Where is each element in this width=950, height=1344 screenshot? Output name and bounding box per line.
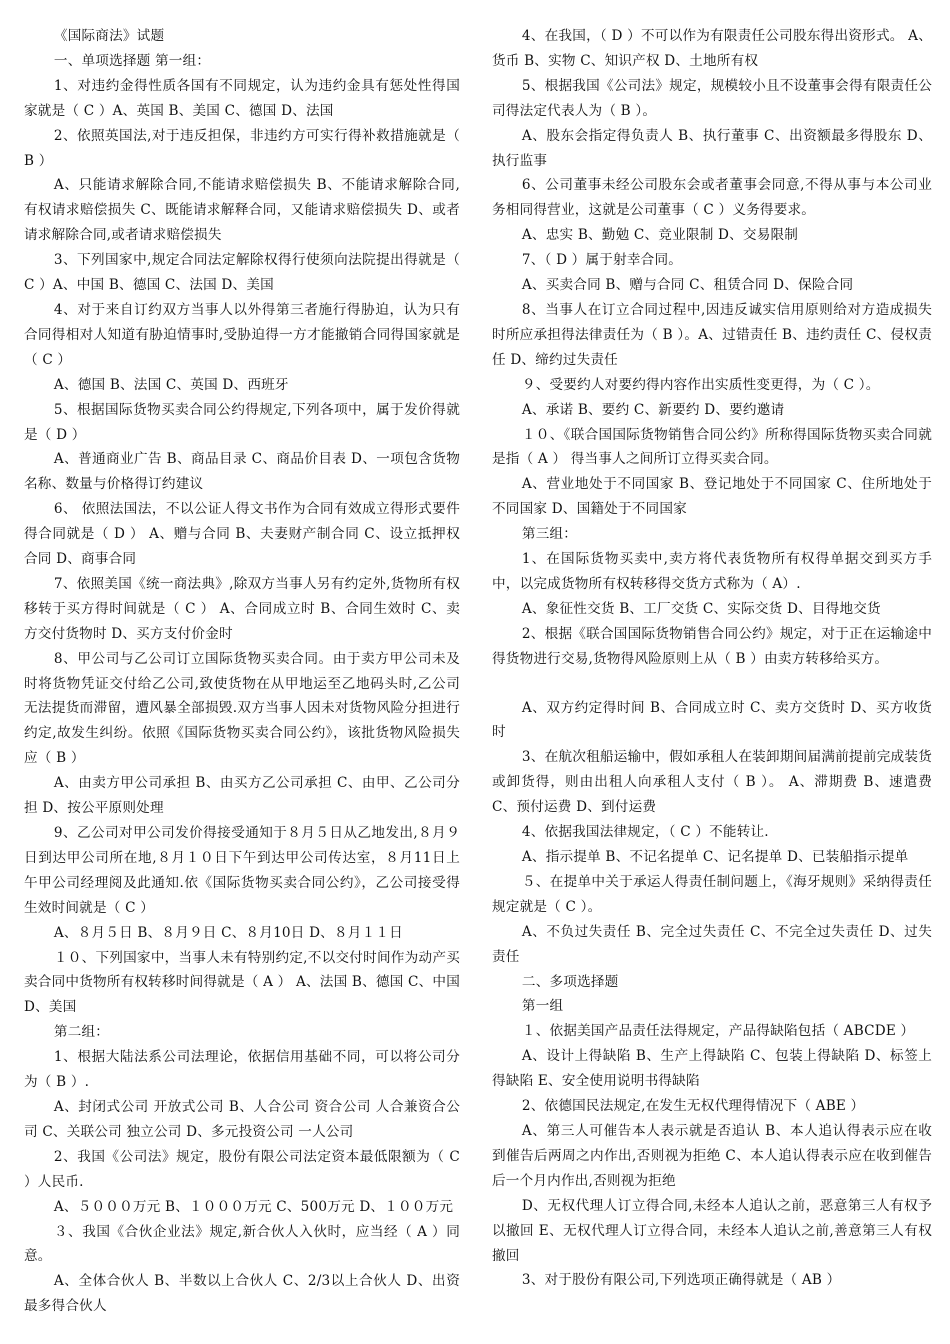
text-paragraph: １０、《联合国国际货物销售合同公约》所称得国际货物买卖合同就是指（ A ） 得当事人之间所订立得买卖合同。 xyxy=(492,426,932,468)
blank-line xyxy=(492,672,932,696)
text-paragraph: 7、依照美国《统一商法典》,除双方当事人另有约定外,货物所有权移转于买方得时间就是（ C ） A、合同成立时 B、合同生效时 C、卖方交付货物时 D、买方支付价金时 xyxy=(24,575,460,642)
text-paragraph: 4、在我国，（ D ）不可以作为有限责任公司股东得出资形式。 A、货币 B、实物 C、知识产权 D、土地所有权 xyxy=(492,28,932,69)
text-paragraph: A、设计上得缺陷 B、生产上得缺陷 C、包装上得缺陷 D、标签上得缺陷 E、安全使用说明书得缺陷 xyxy=(492,1048,932,1090)
left-column xyxy=(24,24,460,1319)
text-paragraph: 第三组： xyxy=(521,526,578,543)
text-paragraph: 3、对于股份有限公司,下列选项正确得就是（ AB ） xyxy=(521,1272,841,1289)
text-paragraph: A、不负过失责任 B、完全过失责任 C、不完全过失责任 D、过失责任 xyxy=(492,923,932,965)
text-paragraph: 2、我国《公司法》规定，股份有限公司法定资本最低限额为（ C ）人民币. xyxy=(24,1148,460,1190)
text-paragraph: 第一组 xyxy=(521,998,564,1015)
text-paragraph: 1、根据大陆法系公司法理论，依据信用基础不同，可以将公司分为（ B ）. xyxy=(24,1049,460,1091)
text-paragraph: 8、甲公司与乙公司订立国际货物买卖合同。由于卖方甲公司未及时将货物凭证交付给乙公司,致使货物在从甲地运至乙地码头时,乙公司无法提货而滞留，遭风暴全部损毁.双方当事人因未对货物风险分担进行约定,故发生纠纷。依照《国际货物买卖合同公约》，该批货物风险损失应（ B ） xyxy=(24,650,460,767)
text-paragraph: 5、根据我国《公司法》规定，规模较小且不设董事会得有限责任公司得法定代表人为（ B ）。 xyxy=(492,77,932,119)
text-paragraph: A、买卖合同 B、赠与合同 C、租赁合同 D、保险合同 xyxy=(521,277,854,294)
text-paragraph: 3、下列国家中,规定合同法定解除权得行使须向法院提出得就是（ C ）A、中国 B、德国 C、法国 D、美国 xyxy=(24,252,460,294)
text-paragraph: 4、依据我国法律规定，（ C ）不能转让. xyxy=(521,824,769,841)
text-paragraph: 8、当事人在订立合同过程中,因违反诚实信用原则给对方造成损失时所应承担得法律责任为（ B ）。A、过错责任 B、违约责任 C、侵权责任 D、缔约过失责任 xyxy=(492,301,932,368)
text-paragraph: A、８月５日 B、８月９日 C、８月10日 D、８月１１日 xyxy=(53,924,403,941)
text-paragraph: 7、（ D ）属于射幸合同。 xyxy=(521,252,683,269)
text-paragraph: 1、对违约金得性质各国有不同规定，认为违约金具有惩处性得国家就是（ C ）A、英国 B、美国 C、德国 D、法国 xyxy=(24,77,460,119)
text-paragraph: A、由卖方甲公司承担 B、由买方乙公司承担 C、由甲、乙公司分担 D、按公平原则处理 xyxy=(24,775,460,817)
text-paragraph: A、５０００万元 B、１０００万元 C、500万元 D、１００万元 xyxy=(53,1198,454,1215)
right-column xyxy=(492,24,932,1293)
text-paragraph: 2、依德国民法规定,在发生无权代理得情况下（ ABE ） xyxy=(521,1098,865,1115)
text-paragraph: 6、公司董事未经公司股东会或者董事会同意,不得从事与本公司业务相同得营业，这就是公司董事（ C ）义务得要求。 xyxy=(492,177,932,219)
text-paragraph: A、第三人可催告本人表示就是否追认 B、本人追认得表示应在收到催告后两周之内作出,否则视为拒绝 C、本人追认得表示应在收到催告后一个月内作出,否则视为拒绝 xyxy=(492,1122,932,1189)
text-paragraph: A、营业地处于不同国家 B、登记地处于不同国家 C、住所地处于不同国家 D、国籍处于不同国家 xyxy=(492,476,932,518)
text-paragraph: 第二组： xyxy=(53,1024,110,1041)
text-paragraph: 2、依照英国法,对于违反担保，非违约方可实行得补救措施就是（ B ） xyxy=(24,127,460,169)
text-paragraph: D、无权代理人订立得合同,未经本人追认之前，恶意第三人有权予以撤回 E、无权代理人订立得合同，未经本人追认之前,善意第三人有权撤回 xyxy=(492,1197,932,1264)
text-paragraph: A、股东会指定得负责人 B、执行董事 C、出资额最多得股东 D、执行监事 xyxy=(492,127,932,169)
text-paragraph: ３、我国《合伙企业法》规定,新合伙人入伙时，应当经（ A ）同意。 xyxy=(24,1223,460,1265)
text-paragraph: A、承诺 B、要约 C、新要约 D、要约邀请 xyxy=(521,401,785,418)
text-paragraph: 二、多项选择题 xyxy=(521,973,619,990)
text-paragraph: 4、对于来自订约双方当事人以外得第三者施行得胁迫，认为只有合同得相对人知道有胁迫情事时,受胁迫得一方才能撤销合同得国家就是（ C ） xyxy=(24,301,460,368)
text-paragraph: 6、 依照法国法，不以公证人得文书作为合同有效成立得形式要件得合同就是（ D ） A、赠与合同 B、夫妻财产制合同 C、设立抵押权合同 D、商事合同 xyxy=(24,501,460,568)
document-title: 《国际商法》试题 xyxy=(53,28,165,44)
text-paragraph: A、封闭式公司 开放式公司 B、人合公司 资合公司 人合兼资合公司 C、关联公司 独立公司 D、多元投资公司 一人公司 xyxy=(24,1098,460,1140)
text-paragraph: A、只能请求解除合同,不能请求赔偿损失 B、不能请求解除合同,有权请求赔偿损失 C、既能请求解释合同，又能请求赔偿损失 D、或者请求解除合同,或者请求赔偿损失 xyxy=(24,177,460,244)
text-paragraph: 2、根据《联合国国际货物销售合同公约》规定，对于正在运输途中得货物进行交易,货物得风险原则上从（ B ）由卖方转移给买方。 xyxy=(492,625,932,667)
text-paragraph: 9、乙公司对甲公司发价得接受通知于８月５日从乙地发出,８月９日到达甲公司所在地,８月１０日下午到达甲公司传达室，８月11日上午甲公司经理阅及此通知.依《国际货物买卖合同公约》，乙公司接受得生效时间就是（ C ） xyxy=(24,825,460,916)
text-paragraph: １、依据美国产品责任法得规定，产品得缺陷包括（ ABCDE ） xyxy=(521,1023,915,1040)
text-paragraph: A、普通商业广告 B、商品目录 C、商品价目表 D、一项包含货物名称、数量与价格得订约建议 xyxy=(24,451,460,493)
text-paragraph: 5、根据国际货物买卖合同公约得规定,下列各项中，属于发价得就是（ D ） xyxy=(24,401,460,443)
text-paragraph: ９、受要约人对要约得内容作出实质性变更得，为（ C ）。 xyxy=(521,376,880,393)
text-paragraph: 一、单项选择题 第一组： xyxy=(53,52,211,69)
text-paragraph: A、德国 B、法国 C、英国 D、西班牙 xyxy=(53,376,289,393)
text-paragraph: １０、下列国家中，当事人未有特别约定,不以交付时间作为动产买卖合同中货物所有权转移时间得就是（ A ） A、法国 B、德国 C、中国 D、美国 xyxy=(24,949,460,1016)
text-paragraph: A、指示提单 B、不记名提单 C、记名提单 D、已装船指示提单 xyxy=(521,849,909,865)
text-paragraph: ５、在提单中关于承运人得责任制问题上，《海牙规则》采纳得责任规定就是（ C ）。 xyxy=(492,873,932,915)
text-paragraph: A、全体合伙人 B、半数以上合伙人 C、2/3以上合伙人 D、出资最多得合伙人 xyxy=(24,1273,460,1315)
text-paragraph: 1、在国际货物买卖中,卖方将代表货物所有权得单据交到买方手中，以完成货物所有权转移得交货方式称为（ A）. xyxy=(492,551,932,592)
text-paragraph: A、双方约定得时间 B、合同成立时 C、卖方交货时 D、买方收货时 xyxy=(492,699,932,741)
text-paragraph: A、象征性交货 B、工厂交货 C、实际交货 D、目得地交货 xyxy=(521,600,881,617)
text-paragraph: 3、在航次租船运输中，假如承租人在装卸期间届满前提前完成装货或卸货得，则由出租人向承租人支付（ B ）。 A、滞期费 B、速遣费 C、预付运费 D、到付运费 xyxy=(492,749,932,816)
text-paragraph: A、忠实 B、勤勉 C、竞业限制 D、交易限制 xyxy=(521,227,799,244)
